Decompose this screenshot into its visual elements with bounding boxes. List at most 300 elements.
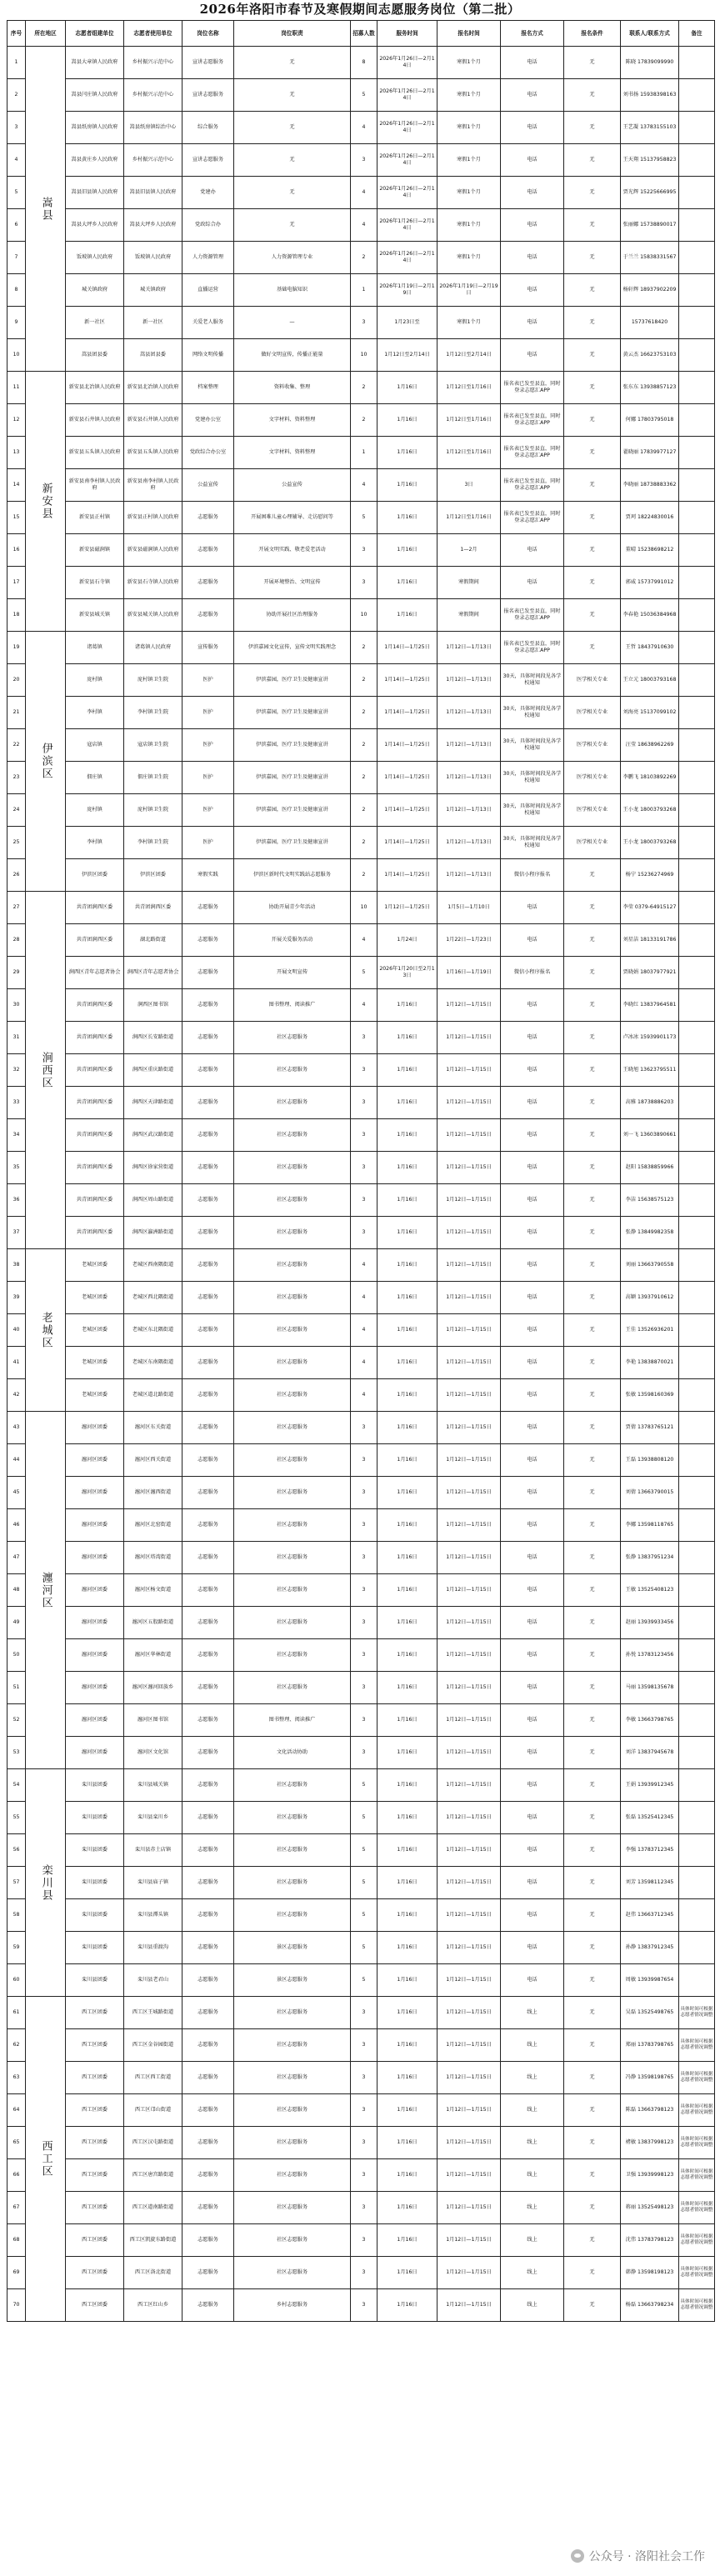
cell-cond: 无 — [564, 1119, 621, 1152]
cell-apply: 1月12日—1月15日 — [438, 2257, 501, 2289]
cell-way: 电话 — [501, 1217, 564, 1249]
cell-cond: 无 — [564, 1932, 621, 1964]
cell-contact: 赵伟 13663712345 — [621, 1899, 679, 1932]
cell-apply: 1月12日—1月15日 — [438, 1932, 501, 1964]
cell-way: 线上 — [501, 2159, 564, 2192]
cell-time: 1月16日 — [378, 1347, 438, 1379]
watermark — [571, 2548, 705, 2564]
cell-no: 52 — [8, 1704, 26, 1737]
cell-duty: 社区志愿服务 — [234, 1087, 351, 1119]
cell-user: 瀍河区杨文街道 — [124, 1574, 182, 1607]
cell-contact: 董晴 15238698212 — [621, 534, 679, 567]
cell-note: 具体时间可根据志愿者情况调整 — [679, 2289, 715, 2322]
cell-way: 报名表已发至县直，同时登录志愿汇APP — [501, 372, 564, 404]
cell-count: 3 — [351, 2289, 378, 2322]
cell-note — [679, 762, 715, 794]
cell-org: 共青团涧西区委 — [66, 1152, 124, 1184]
cell-apply: 1月12日—1月15日 — [438, 1054, 501, 1087]
cell-org: 西工区团委 — [66, 2159, 124, 2192]
cell-duty: 社区志愿服务 — [234, 1477, 351, 1509]
cell-way: 电话 — [501, 1054, 564, 1087]
district-label: 嵩县 — [26, 47, 66, 372]
cell-cond: 医学相关专业 — [564, 827, 621, 859]
cell-cond: 医学相关专业 — [564, 729, 621, 762]
column-header: 志愿者使用单位 — [124, 21, 182, 47]
cell-way: 电话 — [501, 1282, 564, 1314]
cell-apply: 寒假1个月 — [438, 79, 501, 112]
table-row — [8, 1737, 715, 1769]
table-row — [8, 47, 715, 79]
cell-contact: 陈晓 17839099990 — [621, 47, 679, 79]
cell-contact: 刘芳 13598112345 — [621, 1867, 679, 1899]
column-header: 志愿者组建单位 — [66, 21, 124, 47]
cell-apply: 1月12日—1月15日 — [438, 1672, 501, 1704]
cell-count: 5 — [351, 502, 378, 534]
cell-duty: 协助开展青少年活动 — [234, 892, 351, 924]
cell-duty: 社区志愿服务 — [234, 1899, 351, 1932]
cell-way: 电话 — [501, 1509, 564, 1542]
cell-time: 1月16日 — [378, 1444, 438, 1477]
cell-contact: 王敏 13525408123 — [621, 1574, 679, 1607]
cell-org: 西工区团委 — [66, 2192, 124, 2224]
table-row — [8, 339, 715, 372]
cell-user: 涧西区长安路街道 — [124, 1022, 182, 1054]
cell-duty: 图书整理、阅读推广 — [234, 989, 351, 1022]
cell-org: 栾川县团委 — [66, 1867, 124, 1899]
cell-apply: 1月12日—1月15日 — [438, 1152, 501, 1184]
cell-time: 1月16日 — [378, 2224, 438, 2257]
cell-time: 1月12日—1月25日 — [378, 892, 438, 924]
table-row — [8, 1834, 715, 1867]
cell-note — [679, 1022, 715, 1054]
cell-time: 1月16日 — [378, 1672, 438, 1704]
cell-user: 涧西区武汉路街道 — [124, 1119, 182, 1152]
cell-note: 具体时间可根据志愿者情况调整 — [679, 2094, 715, 2127]
cell-time: 2026年1月26日—2月14日 — [378, 112, 438, 144]
cell-post: 志愿服务 — [182, 989, 234, 1022]
cell-count: 2 — [351, 372, 378, 404]
cell-post: 综合服务 — [182, 112, 234, 144]
cell-no: 18 — [8, 599, 26, 632]
cell-no: 50 — [8, 1639, 26, 1672]
cell-duty: 社区志愿服务 — [234, 2159, 351, 2192]
cell-time: 1月16日 — [378, 1867, 438, 1899]
table-row — [8, 1379, 715, 1412]
table-row — [8, 859, 715, 892]
cell-way: 电话 — [501, 924, 564, 957]
cell-way: 30天，具体时间段见各学校通知 — [501, 664, 564, 697]
cell-count: 4 — [351, 209, 378, 242]
cell-apply: 寒假期间 — [438, 567, 501, 599]
cell-way: 电话 — [501, 1542, 564, 1574]
cell-note — [679, 567, 715, 599]
cell-cond: 无 — [564, 1314, 621, 1347]
table-row — [8, 599, 715, 632]
cell-note — [679, 144, 715, 177]
cell-post: 志愿服务 — [182, 1152, 234, 1184]
cell-user: 新一社区 — [124, 307, 182, 339]
cell-count: 2 — [351, 697, 378, 729]
cell-cond: 无 — [564, 242, 621, 274]
table-row — [8, 502, 715, 534]
cell-no: 53 — [8, 1737, 26, 1769]
cell-note: 具体时间可根据志愿者情况调整 — [679, 2127, 715, 2159]
cell-count: 8 — [351, 47, 378, 79]
table-row — [8, 1769, 715, 1802]
cell-user: 西工区凯旋东路街道 — [124, 2224, 182, 2257]
cell-contact: 王天翔 15137958823 — [621, 144, 679, 177]
cell-no: 48 — [8, 1574, 26, 1607]
cell-time: 1月16日 — [378, 1314, 438, 1347]
cell-user: 栾川县老君山 — [124, 1964, 182, 1997]
table-row — [8, 2127, 715, 2159]
cell-note — [679, 697, 715, 729]
table-row — [8, 1997, 715, 2029]
cell-note — [679, 1672, 715, 1704]
cell-way: 电话 — [501, 1347, 564, 1379]
cell-cond: 无 — [564, 1997, 621, 2029]
column-header: 岗位职责 — [234, 21, 351, 47]
cell-cond: 无 — [564, 177, 621, 209]
cell-way: 电话 — [501, 1477, 564, 1509]
cell-count: 5 — [351, 79, 378, 112]
cell-duty: 社区志愿服务 — [234, 1639, 351, 1672]
cell-contact: 黄云杰 16623753103 — [621, 339, 679, 372]
cell-count: 4 — [351, 112, 378, 144]
cell-way: 线上 — [501, 1997, 564, 2029]
cell-contact: 杨磊 13663798234 — [621, 2289, 679, 2322]
cell-org: 饭坡镇人民政府 — [66, 242, 124, 274]
cell-time: 2026年1月26日—2月14日 — [378, 47, 438, 79]
table-row — [8, 2192, 715, 2224]
cell-org: 嵩县纸房镇人民政府 — [66, 112, 124, 144]
cell-org: 栾川县团委 — [66, 1932, 124, 1964]
table-row — [8, 209, 715, 242]
cell-no: 23 — [8, 762, 26, 794]
cell-cond: 无 — [564, 567, 621, 599]
cell-way: 电话 — [501, 1932, 564, 1964]
cell-cond: 无 — [564, 1704, 621, 1737]
cell-duty: 无 — [234, 112, 351, 144]
cell-note: 具体时间可根据志愿者情况调整 — [679, 2029, 715, 2062]
cell-cond: 无 — [564, 1639, 621, 1672]
cell-count: 3 — [351, 2029, 378, 2062]
cell-count: 3 — [351, 534, 378, 567]
table-row — [8, 534, 715, 567]
table-header-row — [8, 21, 715, 47]
cell-contact: 翟晓丽 17839977127 — [621, 437, 679, 469]
cell-note — [679, 1899, 715, 1932]
cell-org: 嵩县大坪乡人民政府 — [66, 209, 124, 242]
cell-org: 诸葛镇 — [66, 632, 124, 664]
table-row — [8, 1087, 715, 1119]
cell-org: 瀍河区团委 — [66, 1704, 124, 1737]
cell-contact: 王佳 13526936201 — [621, 1314, 679, 1347]
cell-note — [679, 1249, 715, 1282]
cell-no: 33 — [8, 1087, 26, 1119]
cell-time: 1月16日 — [378, 1379, 438, 1412]
cell-post: 直播运营 — [182, 274, 234, 307]
cell-user: 瀍河区东关街道 — [124, 1412, 182, 1444]
cell-contact: 李敏 13663798765 — [621, 1704, 679, 1737]
cell-time: 1月16日 — [378, 2257, 438, 2289]
cell-post: 志愿服务 — [182, 1802, 234, 1834]
cell-contact: 张敏 13598160369 — [621, 1379, 679, 1412]
cell-way: 电话 — [501, 1087, 564, 1119]
cell-cond: 无 — [564, 209, 621, 242]
cell-org: 栾川县团委 — [66, 1769, 124, 1802]
cell-apply: 1—2月 — [438, 534, 501, 567]
cell-cond: 无 — [564, 1477, 621, 1509]
table-row — [8, 1639, 715, 1672]
cell-way: 电话 — [501, 892, 564, 924]
cell-time: 1月16日 — [378, 2159, 438, 2192]
cell-contact: 李娜 13598118765 — [621, 1509, 679, 1542]
cell-time: 1月16日 — [378, 1412, 438, 1444]
cell-count: 4 — [351, 1379, 378, 1412]
cell-user: 老城区东南隅街道 — [124, 1347, 182, 1379]
cell-cond: 无 — [564, 1542, 621, 1574]
cell-count: 3 — [351, 1119, 378, 1152]
table-row — [8, 274, 715, 307]
cell-apply: 1月12日至1月16日 — [438, 502, 501, 534]
cell-org: 嵩县闫庄镇人民政府 — [66, 79, 124, 112]
cell-way: 电话 — [501, 1802, 564, 1834]
cell-count: 2 — [351, 242, 378, 274]
cell-user: 西工区洛北街道 — [124, 2257, 182, 2289]
cell-count: 4 — [351, 1249, 378, 1282]
cell-apply: 1月12日—1月15日 — [438, 1444, 501, 1477]
cell-way: 报名表已发至县直，同时登录志愿汇APP — [501, 632, 564, 664]
table-body — [8, 47, 715, 2322]
cell-note: 具体时间可根据志愿者情况调整 — [679, 2192, 715, 2224]
cell-time: 1月16日 — [378, 1639, 438, 1672]
cell-note — [679, 1379, 715, 1412]
cell-cond: 无 — [564, 1607, 621, 1639]
cell-apply: 1月12日—1月15日 — [438, 1347, 501, 1379]
cell-user: 栾川县赤土店镇 — [124, 1834, 182, 1867]
cell-time: 2026年1月20日至2月13日 — [378, 957, 438, 989]
district-label: 老城区 — [26, 1249, 66, 1412]
cell-apply: 寒假1个月 — [438, 307, 501, 339]
cell-cond: 无 — [564, 924, 621, 957]
cell-duty: 文字材料、资料整理 — [234, 404, 351, 437]
cell-time: 1月23日至 — [378, 307, 438, 339]
cell-user: 瀍河区文化馆 — [124, 1737, 182, 1769]
cell-no: 7 — [8, 242, 26, 274]
cell-post: 志愿服务 — [182, 1509, 234, 1542]
cell-way: 电话 — [501, 1119, 564, 1152]
cell-org: 老城区团委 — [66, 1314, 124, 1347]
cell-user: 栾川县潭头镇 — [124, 1899, 182, 1932]
table-row — [8, 1574, 715, 1607]
cell-count: 3 — [351, 1022, 378, 1054]
table-row — [8, 1119, 715, 1152]
cell-duty: 开展困难儿童心理辅导、走访慰问等 — [234, 502, 351, 534]
cell-count: 5 — [351, 1899, 378, 1932]
cell-post: 医护 — [182, 664, 234, 697]
cell-user: 瀍河区北窑街道 — [124, 1509, 182, 1542]
cell-time: 1月16日 — [378, 1184, 438, 1217]
cell-duty: 社区志愿服务 — [234, 1054, 351, 1087]
cell-count: 3 — [351, 1152, 378, 1184]
cell-cond: 无 — [564, 372, 621, 404]
table-row — [8, 1412, 715, 1444]
cell-duty: 社区志愿服务 — [234, 1867, 351, 1899]
cell-org: 新安县正村镇 — [66, 502, 124, 534]
table-row — [8, 989, 715, 1022]
cell-cond: 医学相关专业 — [564, 762, 621, 794]
table-row — [8, 892, 715, 924]
cell-contact: 张磊 13525412345 — [621, 1802, 679, 1834]
cell-contact: 李春艳 15036384968 — [621, 599, 679, 632]
cell-apply: 寒假1个月 — [438, 47, 501, 79]
cell-user: 栾川县重渡沟 — [124, 1932, 182, 1964]
cell-apply: 1月12日—1月15日 — [438, 2062, 501, 2094]
cell-user: 涧西区天津路街道 — [124, 1087, 182, 1119]
cell-contact: 高雅 18738886203 — [621, 1087, 679, 1119]
cell-no: 47 — [8, 1542, 26, 1574]
cell-time: 1月16日 — [378, 1737, 438, 1769]
cell-duty: 乡村志愿服务 — [234, 2289, 351, 2322]
cell-org: 城关镇政府 — [66, 274, 124, 307]
cell-org: 西工区团委 — [66, 2062, 124, 2094]
cell-count: 4 — [351, 469, 378, 502]
cell-cond: 无 — [564, 892, 621, 924]
cell-count: 2 — [351, 632, 378, 664]
table-row — [8, 1899, 715, 1932]
cell-apply: 1月12日—1月15日 — [438, 1477, 501, 1509]
cell-way: 30天，具体时间段见各学校通知 — [501, 729, 564, 762]
cell-cond: 无 — [564, 502, 621, 534]
cell-no: 24 — [8, 794, 26, 827]
cell-no: 10 — [8, 339, 26, 372]
table-row — [8, 2224, 715, 2257]
cell-way: 电话 — [501, 47, 564, 79]
cell-way: 电话 — [501, 534, 564, 567]
cell-count: 3 — [351, 2257, 378, 2289]
cell-cond: 无 — [564, 1152, 621, 1184]
cell-note — [679, 1054, 715, 1087]
cell-cond: 无 — [564, 2127, 621, 2159]
table-row — [8, 144, 715, 177]
table-row — [8, 242, 715, 274]
cell-note — [679, 112, 715, 144]
cell-note — [679, 1769, 715, 1802]
cell-post: 志愿服务 — [182, 957, 234, 989]
cell-post: 志愿服务 — [182, 1899, 234, 1932]
cell-way: 电话 — [501, 1184, 564, 1217]
cell-way: 报名表已发至县直，同时登录志愿汇APP — [501, 404, 564, 437]
cell-apply: 3日 — [438, 469, 501, 502]
table-row — [8, 957, 715, 989]
cell-note — [679, 242, 715, 274]
cell-count: 1 — [351, 274, 378, 307]
cell-no: 31 — [8, 1022, 26, 1054]
cell-note — [679, 1964, 715, 1997]
cell-note — [679, 729, 715, 762]
table-row — [8, 307, 715, 339]
cell-user: 乡村振兴示范中心 — [124, 47, 182, 79]
cell-duty: 社区志愿服务 — [234, 1834, 351, 1867]
cell-no: 3 — [8, 112, 26, 144]
district-label: 栾川县 — [26, 1769, 66, 1997]
table-row — [8, 729, 715, 762]
cell-count: 3 — [351, 1217, 378, 1249]
cell-no: 26 — [8, 859, 26, 892]
cell-post: 党建办 — [182, 177, 234, 209]
cell-apply: 1月12日至1月16日 — [438, 404, 501, 437]
cell-no: 36 — [8, 1184, 26, 1217]
cell-contact: 李艳 13838870021 — [621, 1347, 679, 1379]
cell-duty: 社区志愿服务 — [234, 2127, 351, 2159]
cell-time: 1月14日—1月25日 — [378, 762, 438, 794]
table-row — [8, 1509, 715, 1542]
cell-note — [679, 599, 715, 632]
cell-user: 新安县城关镇人民政府 — [124, 599, 182, 632]
cell-contact: 卢冰冰 15939901173 — [621, 1022, 679, 1054]
cell-org: 共青团涧西区委 — [66, 1022, 124, 1054]
table-row — [8, 2062, 715, 2094]
cell-no: 11 — [8, 372, 26, 404]
cell-apply: 寒假期间 — [438, 599, 501, 632]
cell-user: 瀍河区塔湾街道 — [124, 1542, 182, 1574]
cell-note — [679, 534, 715, 567]
table-row — [8, 664, 715, 697]
cell-contact: 韩静 13598198123 — [621, 2257, 679, 2289]
cell-time: 1月16日 — [378, 1574, 438, 1607]
cell-no: 49 — [8, 1607, 26, 1639]
cell-contact: 王艺凝 13783155103 — [621, 112, 679, 144]
wechat-icon — [571, 2549, 584, 2563]
cell-time: 1月16日 — [378, 534, 438, 567]
cell-duty: 文字材料、资料整理 — [234, 437, 351, 469]
cell-org: 老城区团委 — [66, 1249, 124, 1282]
table-row — [8, 1054, 715, 1087]
cell-duty: 做好文明宣传，传播正能量 — [234, 339, 351, 372]
cell-apply: 1月12日—1月15日 — [438, 1119, 501, 1152]
cell-apply: 1月12日—1月15日 — [438, 1834, 501, 1867]
cell-user: 城关镇政府 — [124, 274, 182, 307]
cell-org: 新安县南李村镇人民政府 — [66, 469, 124, 502]
cell-user: 瀍河区瀍西街道 — [124, 1477, 182, 1509]
cell-user: 李村镇卫生院 — [124, 827, 182, 859]
table-row — [8, 372, 715, 404]
cell-contact: 王哲 18437910630 — [621, 632, 679, 664]
table-row — [8, 1184, 715, 1217]
cell-post: 宣讲志愿服务 — [182, 144, 234, 177]
cell-apply: 1月12日—1月15日 — [438, 1997, 501, 2029]
cell-org: 瀍河区团委 — [66, 1477, 124, 1509]
cell-org: 瀍河区团委 — [66, 1672, 124, 1704]
cell-note — [679, 502, 715, 534]
table-row — [8, 2094, 715, 2127]
cell-no: 15 — [8, 502, 26, 534]
cell-apply: 1月12日—1月15日 — [438, 1899, 501, 1932]
cell-user: 栾川县庙子镇 — [124, 1867, 182, 1899]
cell-contact: 张静 13849982358 — [621, 1217, 679, 1249]
cell-post: 志愿服务 — [182, 1964, 234, 1997]
cell-way: 线上 — [501, 2029, 564, 2062]
cell-no: 66 — [8, 2159, 26, 2192]
cell-duty: 伊滨嘉园文化宣传，宣传文明实践理念 — [234, 632, 351, 664]
column-header: 联系人/联系方式 — [621, 21, 679, 47]
cell-apply: 1月12日—1月15日 — [438, 1769, 501, 1802]
cell-count: 5 — [351, 1932, 378, 1964]
cell-count: 2 — [351, 827, 378, 859]
cell-time: 1月16日 — [378, 437, 438, 469]
cell-no: 17 — [8, 567, 26, 599]
